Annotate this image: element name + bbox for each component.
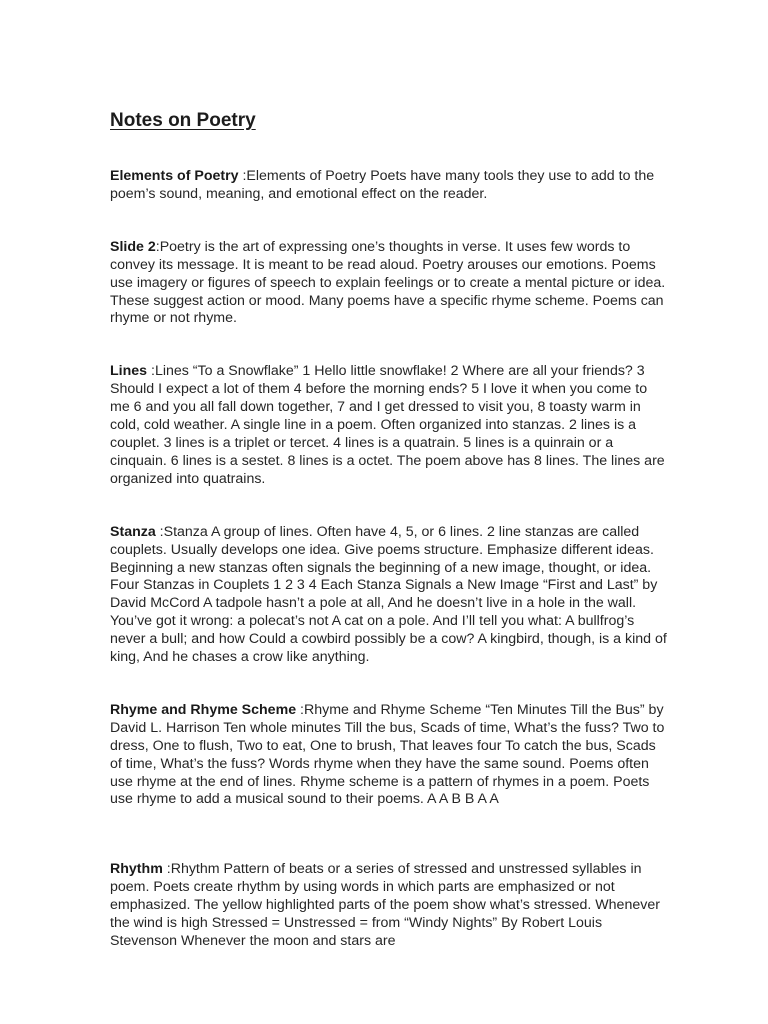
section-term: Elements of Poetry [110, 168, 239, 184]
section-term: Rhythm [110, 861, 163, 878]
section-lines [110, 363, 670, 488]
section-text: :Lines “To a Snowflake” 1 Hello little snowflake! 2 Where are all your friends? 3 Should I expect a lot of them 4 before the morning ends? 5 I love it when you come to me 6 and you all fall down together, 7 and I get dressed to visit you, 8 toasty warm in cold, cold weather. A single line in a poem. Often organized into stanzas. 2 lines is a couplet. 3 lines is a triplet or tercet. 4 lines is a quatrain. 5 lines is a quinrain or a cinquain. 6 lines is a sestet. 8 lines is a octet. The poem above has 8 lines. The lines are organized into quatrains. [110, 363, 665, 487]
section-rhythm [110, 861, 670, 951]
section-stanza [110, 524, 670, 667]
section-term: Stanza [110, 523, 156, 540]
section-term: Rhyme and Rhyme Scheme [110, 701, 297, 718]
section-rhyme-and-rhyme-scheme [110, 702, 670, 809]
section-text: :Rhyme and Rhyme Scheme “Ten Minutes Till the Bus” by David L. Harrison Ten whole minutes Till the bus, Scads of time, What’s the fuss? Two to dress, One to flush, Two to eat, One to brush, That leaves four To catch the bus, Scads of time, What’s the fuss? Words rhyme when they have the same sound. Poems often use rhyme at the end of lines. Rhyme scheme is a pattern of rhymes in a poem. Poets use rhyme to add a musical sound to their poems. A A B B A A [110, 701, 665, 808]
section-text: :Poetry is the art of expressing one’s thoughts in verse. It uses few words to convey its message. It is meant to be read aloud. Poetry arouses our emotions. Poems use imagery or figures of speech to explain feelings or to create a mental picture or idea. These suggest action or mood. Many poems have a specific rhyme scheme. Poems can rhyme or not rhyme. [110, 238, 666, 327]
section-text: :Elements of Poetry Poets have many tools they use to add to the poem’s sound, meaning, and emotional effect on the reader. [110, 168, 655, 202]
section-slide-2 [110, 239, 670, 329]
section-text: :Rhythm Pattern of beats or a series of stressed and unstressed syllables in poem. Poets create rhythm by using words in which parts are emphasized or not emphasized. The yellow highlighted parts of the poem show what’s stressed. Whenever the wind is high Stressed = Unstressed = from “Windy Nights” By Robert Louis Stevenson Whenever the moon and stars are [110, 861, 660, 949]
section-text: :Stanza A group of lines. Often have 4, 5, or 6 lines. 2 line stanzas are called couplets. Usually develops one idea. Give poems structure. Emphasize different ideas. Beginning a new stanzas often signals the beginning of a new image, thought, or idea. Four Stanzas in Couplets 1 2 3 4 Each Stanza Signals a New Image “First and Last” by David McCord A tadpole hasn’t a pole at all, And he doesn’t live in a hole in the wall. You’ve got it wrong: a polecat’s not A cat on a pole. And I’ll tell you what: A bullfrog’s never a bull; and how Could a cowbird possibly be a cow? A kingbird, though, is a kind of king, And he chases a crow like anything. [110, 523, 667, 666]
section-elements-of-poetry [110, 168, 670, 204]
document-title: Notes on Poetry [110, 110, 256, 131]
section-term: Lines [110, 363, 148, 380]
document-page [110, 107, 670, 951]
section-term: Slide 2 [110, 238, 156, 255]
